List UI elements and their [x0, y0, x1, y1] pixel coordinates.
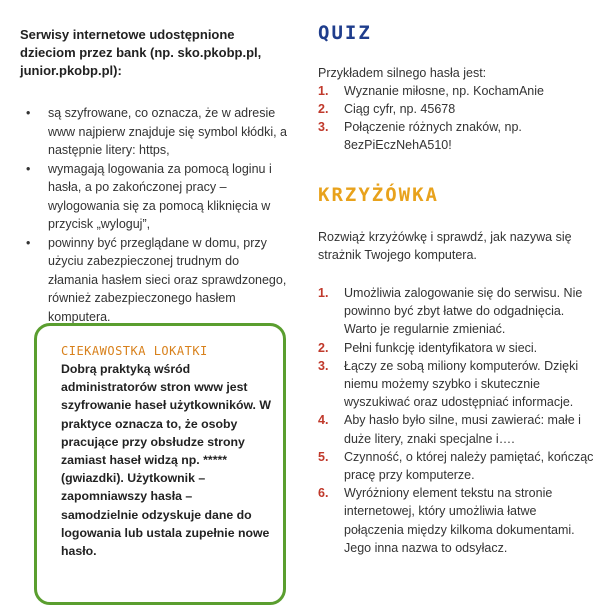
clue-number: 6. — [318, 486, 329, 501]
clue-number: 3. — [318, 358, 329, 373]
clue-text: Pełni funkcję identyfikatora w sieci. — [344, 340, 538, 355]
quiz-option-number: 3. — [318, 120, 329, 134]
clue-text: Łączy ze sobą miliony komputerów. Dzięki niemu możemy szybko i skutecznie wyszukiwać oraz udostępniać informacje. — [344, 358, 579, 410]
clue-text: Aby hasło było silne, musi zawierać: małe i duże litery, znaki specjalne i…. — [344, 413, 581, 446]
quiz-intro: Przykładem silnego hasła jest: — [318, 66, 487, 80]
services-heading: Serwisy internetowe udostępnione dzieciom przez bank (np. sko.pkobp.pl, junior.pkobp.pl): — [20, 27, 262, 78]
left-column — [20, 26, 290, 326]
fun-fact-box — [34, 323, 286, 605]
quiz-options-list — [318, 82, 598, 154]
crossword-clue — [318, 284, 598, 339]
quiz-option-number: 2. — [318, 102, 329, 116]
crossword-clue — [318, 339, 598, 357]
clue-text: Wyróżniony element tekstu na stronie internetowej, który umożliwia łatwe połączenia między kilkoma dokumentami. Jego inna nazwa to odsyłacz. — [344, 486, 575, 555]
clue-number: 5. — [318, 449, 329, 464]
quiz-option — [318, 100, 598, 118]
fun-fact-text: Dobrą praktyką wśród administratorów stron www jest szyfrowanie haseł użytkowników. W praktyce oznacza to, że osoby pracujące przy obsłudze strony zamiast haseł widzą np. ***** (gwiazdki). Użytkownik – zapomniawszy hasła – samodzielnie odzyskuje dane do logowania lub ustala zupełnie nowe hasło. — [61, 362, 272, 559]
quiz-option — [318, 118, 598, 154]
crossword-intro: Rozwiąż krzyżówkę i sprawdź, jak nazywa się strażnik Twojego komputera. — [318, 230, 572, 262]
quiz-option-text: Połączenie różnych znaków, np. 8ezPiEczNehA510! — [344, 120, 522, 152]
services-bullet-list — [20, 104, 290, 326]
crossword-title: KRZYŻÓWKA — [318, 184, 439, 206]
crossword-clue — [318, 484, 598, 557]
clue-text: Czynność, o której należy pamiętać, kończąc pracę przy komputerze. — [344, 449, 594, 483]
quiz-option-text: Wyznanie miłosne, np. KochamAnie — [344, 84, 544, 98]
crossword-clues-list — [318, 284, 598, 557]
clue-number: 1. — [318, 286, 329, 300]
fun-fact-title: CIEKAWOSTKA LOKATKI — [61, 344, 208, 358]
bullet-item-home-use: • powinny być przeglądane w domu, przy użyciu zabezpieczonej trudnym do złamania hasłem sieci oraz sprawdzonego, również zabezpieczonego hasłem komputera. — [20, 234, 290, 327]
crossword-clue — [318, 448, 598, 484]
quiz-title: QUIZ — [318, 22, 372, 44]
quiz-option-text: Ciąg cyfr, np. 45678 — [344, 102, 456, 116]
crossword-clue — [318, 357, 598, 412]
crossword-clue — [318, 411, 598, 447]
clue-number: 2. — [318, 340, 329, 355]
clue-number: 4. — [318, 413, 329, 428]
right-column — [318, 22, 598, 557]
bullet-item-login: • wymagają logowania za pomocą loginu i hasła, a po zakończonej pracy – wylogowania się za pomocą kliknięcia w przycisk „wyloguj”, — [20, 160, 290, 234]
bullet-item-encrypted: • są szyfrowane, co oznacza, że w adresie www najpierw znajduje się symbol kłódki, a następnie litery: https, — [20, 104, 290, 160]
quiz-option — [318, 82, 598, 100]
quiz-option-number: 1. — [318, 84, 329, 98]
clue-text: Umożliwia zalogowanie się do serwisu. Nie powinno być zbyt łatwe do odgadnięcia. Warto je regularnie zmieniać. — [344, 286, 583, 337]
